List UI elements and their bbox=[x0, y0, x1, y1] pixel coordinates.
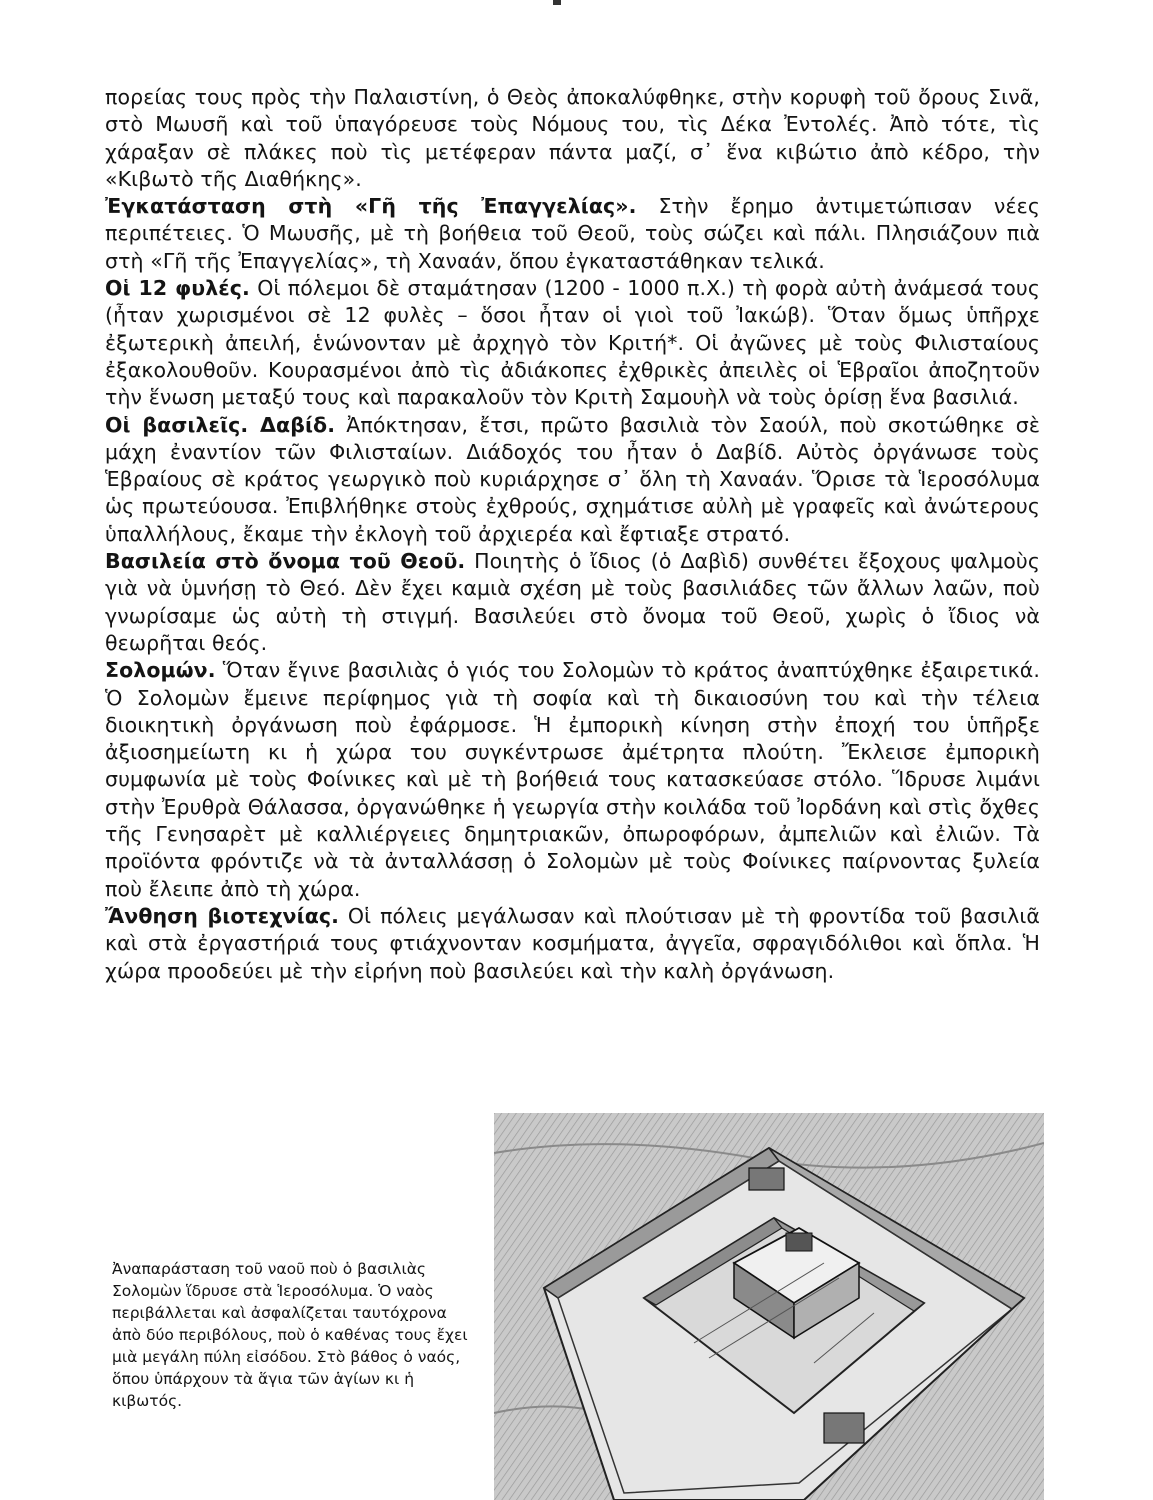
paragraph-crafts bbox=[105, 903, 1040, 985]
paragraph-text: Ποιητὴς ὁ ἴδιος (ὁ Δαβὶδ) συνθέτει ἔξοχους ψαλμοὺς γιὰ νὰ ὑμνήσῃ τὸ Θεό. Δὲν ἔχει καμιὰ σχέση μὲ τοὺς βασιλιάδες τῶν ἄλλων λαῶν, ποὺ γνωρίσαμε ὡς αὐτὴ τὴ στιγμή. Βασιλεύει στὸ ὄνομα τοῦ Θεοῦ, χωρὶς ὁ ἴδιος νὰ θεωρῆται θεός. bbox=[105, 549, 1040, 655]
paragraph-text: Ἀπόκτησαν, ἔτσι, πρῶτο βασιλιὰ τὸν Σαούλ, ποὺ σκοτώθηκε σὲ μάχη ἐναντίον τῶν Φιλισταίων. Διάδοχός του ἦταν ὁ Δαβίδ. Αὐτὸς ὀργάνωσε τοὺς Ἑβραίους σὲ κράτος γεωργικὸ ποὺ κυριάρχησε σ᾽ ὅλη τὴ Χαναάν. Ὅρισε τὰ Ἱεροσόλυμα ὡς πρωτεύουσα. Ἐπιβλήθηκε στοὺς ἐχθρούς, σχημάτισε αὐλὴ μὲ γραφεῖς καὶ ἀνώτερους ὑπαλλήλους, ἔκαμε τὴν ἐκλογὴ τοῦ ἀρχιερέα καὶ ἔφτιαξε στρατό. bbox=[105, 412, 1040, 546]
body-text bbox=[105, 84, 1040, 985]
paragraph-heading: Σολομών. bbox=[105, 658, 216, 683]
paragraph-heading: Οἱ βασιλεῖς. Δαβίδ. bbox=[105, 412, 336, 437]
paragraph-kings-david bbox=[105, 412, 1040, 548]
page-edge-mark bbox=[553, 0, 561, 5]
paragraph-heading: Οἱ 12 φυλές. bbox=[105, 276, 250, 301]
paragraph-heading: Ἐγκατάσταση στὴ «Γῆ τῆς Ἐπαγγελίας». bbox=[105, 194, 637, 219]
paragraph-heading: Βασιλεία στὸ ὄνομα τοῦ Θεοῦ. bbox=[105, 549, 466, 574]
paragraph-settlement bbox=[105, 193, 1040, 275]
figure-caption: Ἀναπαράσταση τοῦ ναοῦ ποὺ ὁ βασιλιὰς Σολομὼν ἵδρυσε στὰ Ἱεροσόλυμα. Ὁ ναὸς περιβάλλεται καὶ ἀσφαλίζεται ταυτόχρονα ἀπὸ δύο περιβόλους, ποὺ ὁ καθένας τους ἔχει μιὰ μεγάλη πύλη εἰσόδου. Στὸ βάθος ὁ ναός, ὅπου ὑπάρχουν τὰ ἅγια τῶν ἁγίων κι ἡ κιβωτός. bbox=[112, 1260, 468, 1410]
paragraph-tribes bbox=[105, 275, 1040, 411]
paragraph-kingdom-god bbox=[105, 548, 1040, 657]
paragraph-text: πορείας τους πρὸς τὴν Παλαιστίνη, ὁ Θεὸς ἀποκαλύφθηκε, στὴν κορυφὴ τοῦ ὄρους Σινᾶ, στὸ Μωυσῆ καὶ τοῦ ὑπαγόρευσε τοὺς Νόμους του, τὶς Δέκα Ἐντολές. Ἀπὸ τότε, τὶς χάραξαν σὲ πλάκες ποὺ τὶς μετέφεραν πάντα μαζί, σ᾽ ἕνα κιβώτιο ἀπὸ κέδρο, τὴν «Κιβωτὸ τῆς Διαθήκης». bbox=[105, 85, 1040, 191]
paragraph-heading: Ἄνθηση βιοτεχνίας. bbox=[105, 903, 340, 928]
temple-illustration bbox=[494, 1113, 1044, 1500]
paragraph-intro bbox=[105, 84, 1040, 193]
paragraph-text: Στὴν ἔρημο ἀντιμετώπισαν νέες περιπέτειες. Ὁ Μωυσῆς, μὲ τὴ βοήθεια τοῦ Θεοῦ, τοὺς σώζει καὶ πάλι. Πλησιάζουν πιὰ στὴ «Γῆ τῆς Ἐπαγγελίας», τὴ Χαναάν, ὅπου ἐγκαταστάθηκαν τελικά. bbox=[105, 194, 1040, 273]
paragraph-text: Οἱ πόλεις μεγάλωσαν καὶ πλούτισαν μὲ τὴ φροντίδα τοῦ βασιλιᾶ καὶ στὰ ἐργαστήριά τους φτιάχνονταν κοσμήματα, ἀγγεῖα, σφραγιδόλιθοι καὶ ὅπλα. Ἡ χώρα προοδεύει μὲ τὴν εἰρήνη ποὺ βασιλεύει καὶ τὴν καλὴ ὀργάνωση. bbox=[105, 903, 1040, 983]
paragraph-text: Ὅταν ἔγινε βασιλιὰς ὁ γιός του Σολομὼν τὸ κράτος ἀναπτύχθηκε ἐξαιρετικά. Ὁ Σολομὼν ἔμεινε περίφημος γιὰ τὴ σοφία καὶ τὴ δικαιοσύνη του καὶ τὴν τέλεια διοικητικὴ ὀργάνωση ποὺ ἐφάρμοσε. Ἡ ἐμπορικὴ κίνηση στὴν ἐποχή του ὑπῆρξε ἀξιοσημείωτη κι ἡ χώρα του συγκέντρωσε ἀμέτρητα πλούτη. Ἔκλεισε ἐμπορικὴ συμφωνία μὲ τοὺς Φοίνικες καὶ μὲ τὴ βοήθειά τους κατασκεύασε στόλο. Ἵδρυσε λιμάνι στὴν Ἐρυθρὰ Θάλασσα, ὀργανώθηκε ἡ γεωργία στὴν κοιλάδα τοῦ Ἰορδάνη καὶ στὶς ὄχθες τῆς Γενησαρὲτ μὲ καλλιέργειες δημητριακῶν, ὀπωροφόρων, ἀμπελιῶν καὶ ἐλιῶν. Τὰ προϊόντα φρόντιζε νὰ τὰ ἀνταλλάσσῃ ὁ Σολομὼν μὲ τοὺς Φοίνικες παίρνοντας ξυλεία ποὺ ἔλειπε ἀπὸ τὴ χώρα. bbox=[105, 658, 1040, 901]
paragraph-text: Οἱ πόλεμοι δὲ σταμάτησαν (1200 - 1000 π.Χ.) τὴ φορὰ αὐτὴ ἀνάμεσά τους (ἦταν χωρισμένοι σὲ 12 φυλὲς – ὅσοι ἦταν οἱ γιοὶ τοῦ Ἰακώβ). Ὅταν ὅμως ὑπῆρχε ἐξωτερικὴ ἀπειλή, ἑνώνονταν μὲ ἀρχηγὸ τὸν Κριτή*. Οἱ ἀγῶνες μὲ τοὺς Φιλισταίους ἐξακολουθοῦν. Κουρασμένοι ἀπὸ τὶς ἀδιάκοπες ἐχθρικὲς ἀπειλὲς οἱ Ἑβραῖοι ἀποζητοῦν τὴν ἕνωση μεταξύ τους καὶ παρακαλοῦν τὸν Κριτὴ Σαμουὴλ νὰ τοὺς ὁρίσῃ ἕνα βασιλιά. bbox=[105, 276, 1040, 410]
temple-drawing bbox=[494, 1113, 1044, 1500]
paragraph-solomon bbox=[105, 657, 1040, 903]
